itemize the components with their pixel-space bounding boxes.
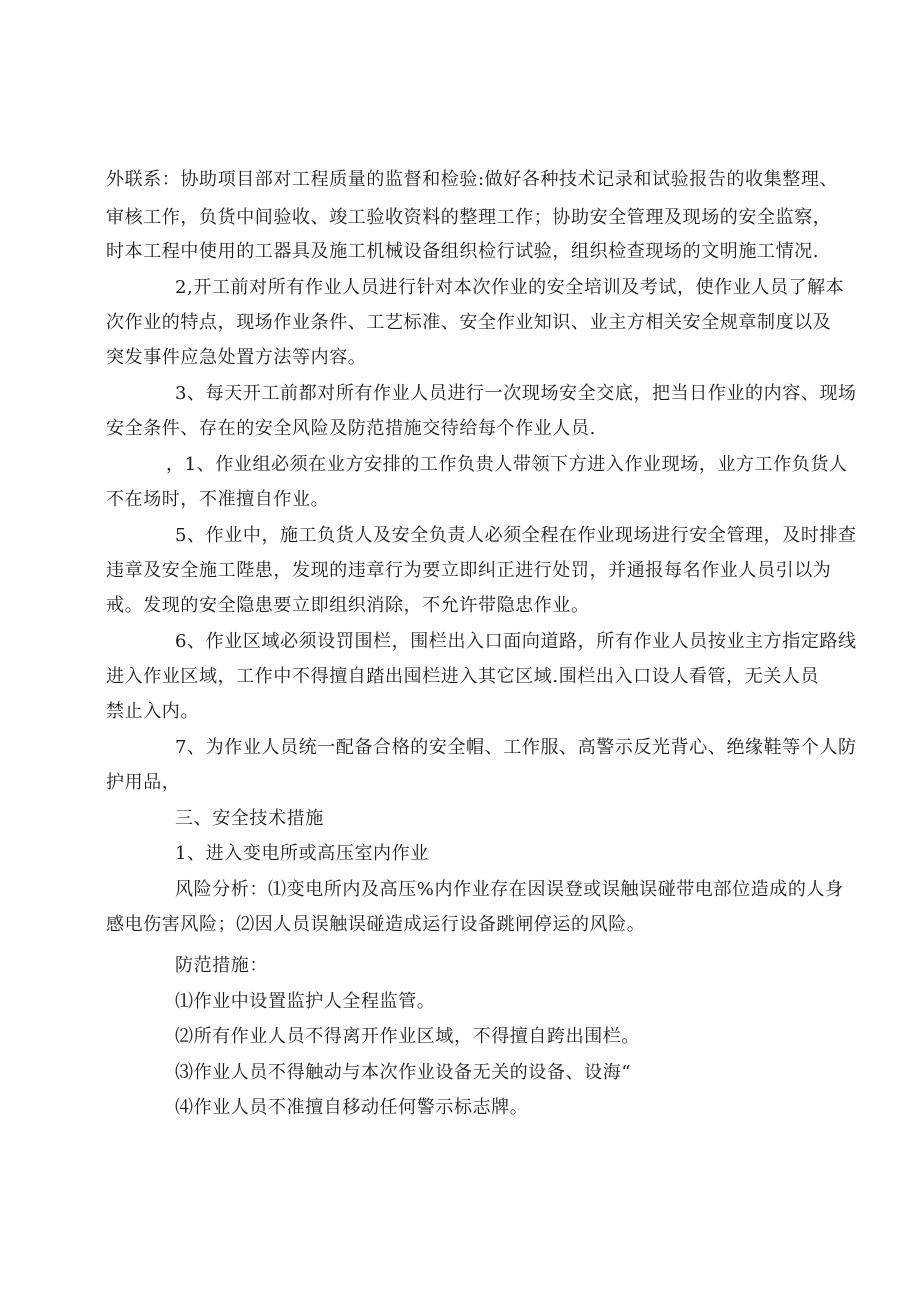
text-line: 时本工程中使用的工器具及施工机械设备组织检行试验，组织检查现场的文明施工情况. <box>106 241 820 262</box>
text-line: 安全条件、存在的安全风险及防范措施交待给每个作业人员. <box>106 418 596 439</box>
list-item: ⑷作业人员不准擅自移动任何警示标志牌。 <box>175 1097 529 1118</box>
text-line: ，1、作业组必须在业方安排的工作负贵人带领下方进入作业现场，业方工作负货人 <box>166 454 848 475</box>
text-line: 护用品， <box>106 772 181 793</box>
text-line: 5、作业中，施工负货人及安全负责人必须全程在作业现场进行安全管理，及时排查 <box>175 525 857 546</box>
text-line: 审核工作，负货中间验收、竣工验收资料的整理工作；协助安全管理及现场的安全监察， <box>106 207 832 228</box>
section-heading: 三、安全技术措施 <box>175 808 324 829</box>
text-line: 进入作业区域，工作中不得擅自踏出囤栏进入其它区域.围栏出入口设人看管，无关人员 <box>106 666 820 687</box>
text-line: 不在场时，不准擅自作业。 <box>106 489 330 510</box>
text-line: 防范措施： <box>175 955 268 976</box>
text-line: 3、每天开工前都对所有作业人员进行一次现场安全交底，把当日作业的内容、现场 <box>175 383 857 404</box>
list-item: ⑴作业中设置监护人全程监管。 <box>175 991 436 1012</box>
text-line: 违章及安全施工陛患，发现的违章行为要立即纠正进行处罚，并通报每名作业人员引以为 <box>106 560 832 581</box>
text-line: 戒。发现的安全隐患要立即组织消除，不允许带隐忠作业。 <box>106 595 590 616</box>
text-line: 外联系：协助项目部对工程质量的监督和检验:做好各种技术记录和试验报告的收集整理、 <box>106 169 839 190</box>
text-line: 2,开工前对所有作业人员进行针对本次作业的安全培训及考试，使作业人员了解本 <box>175 277 845 298</box>
text-line: 7、为作业人员统一配备合格的安全帽、工作服、高警示反光背心、绝缘鞋等个人防 <box>175 737 857 758</box>
subsection-heading: 1、进入变电所或高压室内作业 <box>175 843 429 864</box>
text-line: 6、作业区域必须设罚围栏，围栏出入口面向道路，所有作业人员按业主方指定路线 <box>175 631 857 652</box>
text-line: 风险分析：⑴变电所内及高压%内作业存在因误登或误触误碰带电部位造成的人身 <box>175 879 844 900</box>
text-line: 次作业的特点，现场作业条件、工艺标准、安全作业知识、业主方相关安全规章制度以及 <box>106 312 832 333</box>
text-line: 感电伤害风险；⑵因人员误触误碰造成运行设备跳闸停运的风险。 <box>106 914 646 935</box>
text-line: 禁止入内。 <box>106 701 199 722</box>
text-line: 突发事件应急处置方法等内容。 <box>106 347 367 368</box>
list-item: ⑵所有作业人员不得离开作业区域，不得擅自跨出围栏。 <box>175 1026 640 1047</box>
list-item: ⑶作业人员不得触动与本次作业设备无关的设备、设海“ <box>175 1062 632 1083</box>
